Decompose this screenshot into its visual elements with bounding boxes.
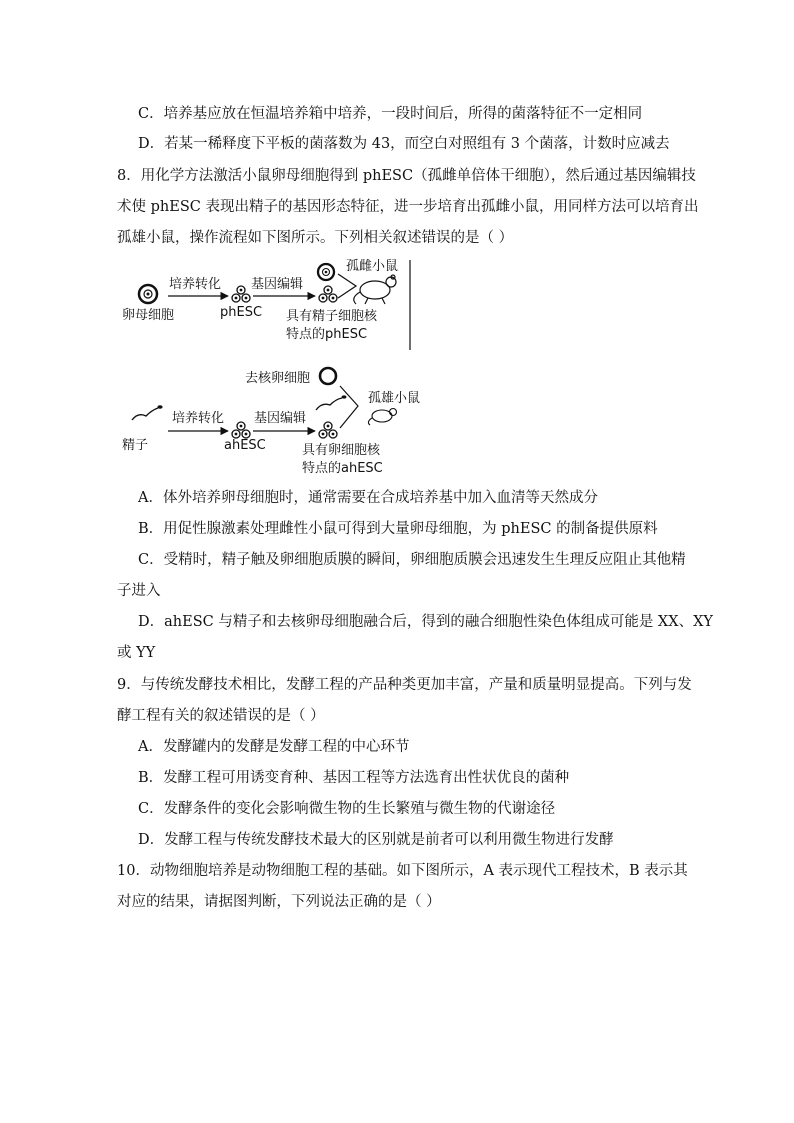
bottom-step1-label: 培养转化 — [172, 411, 225, 426]
enucleated-label: 去核卵细胞 — [245, 371, 311, 386]
top-step1-label: 培养转化 — [169, 277, 222, 292]
q7-option-d: D．若某一稀释度下平板的菌落数为 43，而空白对照组有 3 个菌落，计数时应减去 — [138, 136, 670, 152]
oocyte-icon — [139, 285, 157, 303]
enucleated-oocyte-icon — [320, 368, 336, 384]
q10-stem-line-2: 对应的结果，请据图判断，下列说法正确的是（ ） — [117, 894, 441, 910]
mouse-icon — [354, 275, 396, 304]
q9-stem-line-1: 9．与传统发酵技术相比，发酵工程的产品种类更加丰富，产量和质量明显提高。下列与发 — [117, 677, 692, 693]
top-merge-arrow — [338, 274, 356, 298]
small-mouse-icon — [368, 409, 396, 426]
sperm-label: 精子 — [122, 438, 149, 453]
top-offspring-label: 孤雌小鼠 — [346, 259, 399, 274]
q8-option-a: A．体外培养卵母细胞时，通常需要在合成培养基中加入血清等天然成分 — [138, 490, 598, 506]
ahesc-cluster-icon — [232, 422, 250, 438]
edited-phesc-cluster-icon — [319, 286, 337, 302]
sperm-icon — [132, 408, 158, 420]
top-result-line-1: 具有精子细胞核 — [286, 309, 378, 324]
bottom-step2-label: 基因编辑 — [254, 411, 307, 426]
q9-option-c: C．发酵条件的变化会影响微生物的生长繁殖与微生物的代谢途径 — [138, 801, 556, 817]
bottom-offspring-label: 孤雄小鼠 — [368, 391, 421, 406]
q9-option-b: B．发酵工程可用诱变育种、基因工程等方法选育出性状优良的菌种 — [138, 770, 570, 786]
oocyte-label: 卵母细胞 — [122, 308, 175, 323]
q8-option-b: B．用促性腺激素处理雌性小鼠可得到大量卵母细胞，为 phESC 的制备提供原料 — [138, 521, 658, 537]
q7-option-c: C．培养基应放在恒温培养箱中培养，一段时间后，所得的菌落特征不一定相同 — [138, 106, 643, 122]
q9-option-a: A．发酵罐内的发酵是发酵工程的中心环节 — [138, 739, 410, 755]
q10-stem-line-1: 10．动物细胞培养是动物细胞工程的基础。如下图所示，A 表示现代工程技术，B 表示其 — [117, 863, 688, 879]
q8-stem-line-2: 术使 phESC 表现出精子的基因形态特征，进一步培育出孤雌小鼠，用同样方法可以培育出 — [117, 199, 699, 215]
top-oocyte-small-icon — [318, 264, 334, 280]
bottom-result-line-2: 特点的ahESC — [302, 461, 383, 474]
q9-stem-line-2: 酵工程有关的叙述错误的是（ ） — [117, 708, 325, 724]
edited-ahesc-cluster-icon — [319, 422, 337, 438]
phesc-cluster-icon — [232, 286, 250, 302]
top-result-line-2: 特点的phESC — [286, 327, 368, 342]
q8-option-d-line-2: 或 YY — [117, 645, 156, 661]
q8-option-c-line-1: C．受精时，精子触及卵细胞质膜的瞬间，卵细胞质膜会迅速发生生理反应阻止其他精 — [138, 552, 686, 568]
q8-stem-line-1: 8．用化学方法激活小鼠卵母细胞得到 phESC（孤雌单倍体干细胞），然后通过基因编辑技 — [117, 168, 696, 184]
q9-option-d: D．发酵工程与传统发酵技术最大的区别就是前者可以利用微生物进行发酵 — [138, 832, 614, 848]
bottom-merge-arrow — [340, 386, 358, 428]
ahesc-label: ahESC — [224, 438, 266, 453]
phesc-label: phESC — [220, 305, 263, 320]
q8-option-c-line-2: 子进入 — [117, 583, 161, 599]
top-step2-label: 基因编辑 — [251, 277, 304, 292]
q8-stem-line-3: 孤雄小鼠，操作流程如下图所示。下列相关叙述错误的是（ ） — [117, 230, 514, 246]
q8-option-d-line-1: D．ahESC 与精子和去核卵母细胞融合后，得到的融合细胞性染色体组成可能是 XX、XY — [138, 614, 713, 630]
q8-flow-diagram — [110, 252, 440, 474]
bottom-sperm-small-icon — [316, 398, 342, 410]
bottom-result-line-1: 具有卵细胞核 — [302, 443, 381, 458]
